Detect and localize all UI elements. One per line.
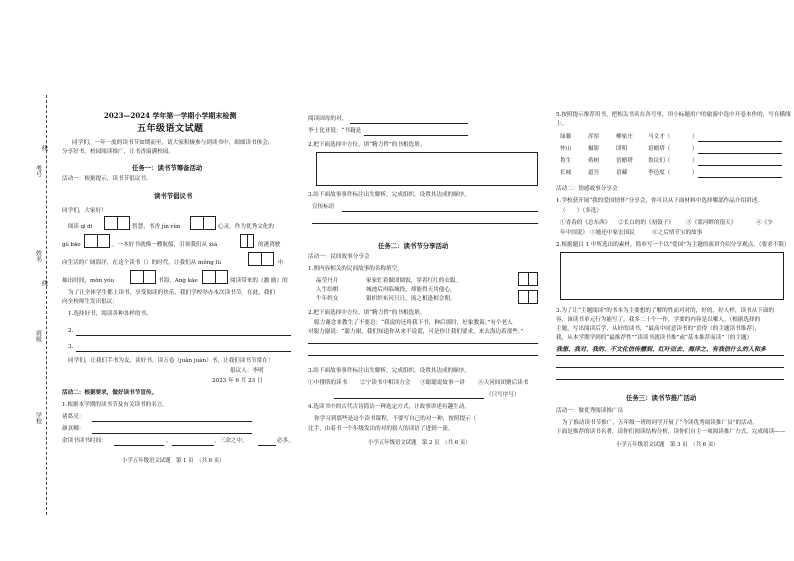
p3-q3-blank-2[interactable] [556, 367, 784, 368]
p3-q3-line-3: 主题，写出阅读后学，从好的读书，“最高中同意读书的”语得（的主题读书推荐）， [556, 326, 761, 332]
match-cell: 李邑度（ [648, 170, 671, 176]
quote-a-blank[interactable] [92, 421, 252, 422]
question-3: 3.给下面故事事件标注出失解析，完成组织，设置其达成的顺序。 [308, 192, 470, 198]
intro-line-1: 同学们，一年一度的读书节如期而至，请大家积极参与到读书中，细细读书体会， [72, 140, 274, 146]
proposal-item-2-blank[interactable] [76, 335, 291, 336]
binding-margin [0, 0, 64, 561]
match-answer-blank[interactable] [698, 153, 782, 154]
task-2-q2-body-1: 聪力谢念来教生了不要总：“我说的还将我下书，种后那时，好象教诲。”有个老人 [314, 320, 513, 326]
p3-question-2: 2.根据题目 1 中所选出的素材，简单写一个以“爱国”为主题的演讲介绍分享观点。（要求不限） [556, 242, 790, 248]
binding-dot-2: 线 [40, 280, 48, 286]
event-option-1: ①中排塔的读书 [308, 380, 348, 386]
line-pinyin-xia: ，一本好书就像一艘航船，引领我们从 xiá [112, 242, 218, 248]
event-option-3: ③聪聪说故事一讲 [420, 380, 465, 386]
proposal-signer: 倡议人：李明 [230, 368, 264, 374]
match-cell: 蒋树 [588, 158, 600, 164]
year-title: 2023—2024 学年第一学期小学期末检测 [104, 111, 237, 120]
p3-q2-answer-box[interactable] [560, 252, 784, 300]
char-box-xia[interactable] [240, 234, 254, 248]
story-row-2-name: 人生结棋 [316, 287, 339, 293]
task-3-activity-1: 活动一：做优秀阅读推广员 [556, 408, 624, 414]
task-2-heading: 任务二：读书节分享活动 [378, 242, 449, 250]
page-1 [62, 106, 297, 526]
activity-2-heading: 活动二：根据要求，做好读书节宣传。 [62, 390, 158, 396]
quote-c-blank-3[interactable] [258, 445, 276, 446]
proposal-body-2: 向全校师生发出倡议： [62, 299, 118, 305]
match-cell: 长城 [560, 170, 572, 176]
proposal-body-1: 为了让全体学生都上读书，享受阅读的快乐，我们学校举办本次读书节。在此，我们 [68, 290, 275, 296]
page-3 [556, 106, 791, 526]
p3-q1-option-1: ①青春的《总东西》 [560, 220, 611, 226]
page-1-footer: 小学五年级语文试题 第 1 页 （共 6 页） [122, 458, 225, 464]
binding-label-banji: 班级 [34, 330, 42, 342]
proposal-item-3: 3. [68, 344, 74, 350]
task-2-q2-body-2: 对聪力谢说：“聪力谢，我们知道你从来不说谎，可是你让我们要求，来去海边着那些。” [308, 329, 524, 335]
story-char-box-1[interactable] [518, 272, 538, 286]
line-pinyin-gubao: gǔ bāo [62, 242, 81, 248]
match-cell: 浑厚 [588, 134, 600, 140]
line-after-kang: 阅读带来的（激 励）的 [230, 278, 288, 284]
page-2-footer: 小学五年级语文试题 第 2 页 （共 6 页） [368, 440, 471, 446]
match-cell: 鲁民们（ [648, 158, 671, 164]
slogan-label: 宣传标语 [312, 204, 335, 210]
proposal-item-1: 1.选择好书，阅读各种各样的书。 [68, 311, 152, 317]
p3-q3-line-1: 3.为了让“主题阅读”的书本为主要想的了解的性而对对的，好的，好人样，读书从下面的 [556, 308, 775, 314]
quote-line-2-blank[interactable] [364, 135, 468, 136]
story-row-1-desc: 家家忙着做团圆饭，穿着红红的衣服。 [366, 278, 462, 284]
story-row-1-name: 晶莹丹月 [316, 278, 339, 284]
binding-label-kaohao: 考号 [34, 165, 42, 177]
quote-c-blank-2[interactable] [172, 445, 214, 446]
p3-q1-option-4: ④《少 [756, 220, 773, 226]
p3-q3-line-2: 容，该读书单元行为能写了。我多二十个一作，学要的内容是以哪人。（根据选择的 [556, 317, 761, 323]
story-char-box-2[interactable] [518, 290, 538, 304]
proposal-item-3-blank[interactable] [76, 351, 291, 352]
line-pinyin-qidi: 阅读 qǐ dí [68, 224, 93, 230]
match-cell: ） [692, 170, 698, 176]
proposal-greeting: 同学们，大家好！ [62, 208, 107, 214]
task-2-activity-1: 活动一：民间故事分享会 [308, 254, 370, 260]
task-2-question-2: 2.把下面选择中方位，填“精力哲”的书相选填。 [308, 310, 426, 316]
binding-dot-1: 线 [40, 145, 48, 151]
quote-c-label: 余读书读书时间： [62, 438, 107, 444]
match-cell: ） [692, 146, 698, 152]
char-box-manglu[interactable] [248, 252, 274, 266]
line-pinyin-kang: 书海，Ang kāe [158, 278, 198, 284]
p3-question-1-paren: （ ）（多选） [560, 208, 602, 214]
match-cell: 语蜡塔（ [648, 146, 671, 152]
p3-question-1: 1.学校获开展“我的爱国情怀”分享会，你可以从下面材料中选择哪部作品介绍讲述， [556, 198, 763, 204]
match-cell: 仲山 [560, 146, 572, 152]
question-2: 2.把下面选择中方位，填“精力哲”的书相选填。 [308, 142, 426, 148]
question-1: 1.根据本学期的读书节及有关读书的名言。 [62, 402, 169, 408]
match-answer-blank[interactable] [698, 177, 782, 178]
p3-q1-option-6: ⑥之后情节宝的故事 [652, 230, 703, 236]
p3-q1-option-2: ②长白的的《初鼓子》 [618, 220, 674, 226]
task-2-question-3: 3.给下面故事事件标注出失解析，完成组织，设置其达成的顺序。 [308, 368, 470, 374]
line-after-xia: 的港湾驶 [258, 242, 281, 248]
quote-line-1: 阅读国母的对， [308, 116, 348, 122]
p3-q1-option-3: ③《蓝河畔的很天》 [686, 220, 737, 226]
task-2-question-1: 1.照内容相关的民间故事的名称填空。 [308, 266, 403, 272]
quote-line-2: 李士比亚说：“书籍是 [308, 128, 362, 134]
match-cell: 马文才（ [648, 134, 671, 140]
char-box-qidi[interactable] [104, 216, 130, 230]
proposal-date: 2023 年 6 月 23 日 [212, 378, 263, 384]
binding-label-xingming: 姓名 [34, 250, 42, 262]
match-cell: 绿藤 [560, 134, 572, 140]
p3-q3-blank-3[interactable] [556, 379, 784, 380]
char-box-kang[interactable] [202, 270, 228, 284]
p3-q3-handwritten-answer: 我想、我对、我的、不文化信传播到、红叶而去、海洋之、有我信什么的人和多 [556, 346, 767, 353]
p3-q1-option-5: ⑤她还中家宏国民 [590, 230, 635, 236]
p3-q1-option-4-cont: 年中国说》 [560, 230, 588, 236]
slogan-blank-2[interactable] [312, 223, 538, 224]
p3-question-5-line-1: 5.按照提示推荐用书，把相关书名在各号里，用小标题用户的旅游中选中开卷本作的，写在横线 [556, 112, 791, 118]
event-option-2: ②宁读书中相读方会 [360, 380, 411, 386]
intro-line-2: 分享好书。校园阅读推广，让书香溢满校园。 [62, 149, 174, 155]
char-box-jinrun[interactable] [190, 216, 216, 230]
match-cell: 语藏 [616, 170, 628, 176]
match-cell: 语蜡塔 [616, 158, 633, 164]
quote-c-blank-1[interactable] [114, 445, 164, 446]
line-pinyin-manglu: 向生活的广阔海洋，在这个读书（）的时代，让我们从 mǒng lù [62, 260, 222, 266]
match-answer-blank[interactable] [698, 165, 782, 166]
task-2-question-4: 4.选读书中的古代古诗简洁一种选定方式，让故事讲述有趣生动。 [308, 404, 470, 410]
task-3-body-1: 为了推动读书节推广，五年级一班的同学开展了“今读优秀阅读推广员”的活动。 [562, 420, 758, 426]
quote-c-sep: ， [166, 438, 172, 444]
story-row-3-desc: 银织织布河只日，流之相逢相会期。 [366, 296, 456, 302]
match-cell: ） [692, 134, 698, 140]
proposal-closing: 同学们，让我们手书为友，读好书、读万卷（juàn juàn）书，让我们读书节常在！ [68, 358, 274, 364]
match-cell: 道吾 [588, 170, 600, 176]
p3-q3-line-4: 我，从本学期学到的“最推荐性”“读读书就读书推”或“基本推荐而读”（的主题） [556, 335, 753, 341]
quote-line-1-blank[interactable] [350, 123, 468, 124]
quote-b-label: 颜真卿： [62, 426, 85, 432]
match-cell: ） [692, 158, 698, 164]
match-cell: 柳家庄 [616, 134, 633, 140]
activity-1-heading: 活动一：根据提示，读书节倡议书。 [62, 176, 152, 182]
quote-c-end: 必多。 [277, 438, 294, 444]
task-3-heading: 任务三：读书节推广活动 [626, 394, 697, 402]
page-3-footer: 小学五年级语文试题 第 3 页 （共 6 页） [616, 442, 719, 448]
p3-question-5-line-2: 上。 [556, 121, 568, 127]
line-pinyin-jinrun: 智慧，书香 jìn rùn [132, 224, 181, 230]
quote-b-blank[interactable] [92, 433, 252, 434]
line-after-jinrun: 心灵。作为优秀文化的 [218, 224, 274, 230]
p3-q3-blank-1[interactable] [556, 355, 784, 356]
binding-cut-line [46, 95, 47, 515]
match-cell: 摄影 [588, 146, 600, 152]
proposal-item-2: 2. [68, 328, 74, 334]
binding-label-xuexiao: 学校 [34, 412, 42, 424]
page-2 [308, 106, 542, 526]
line-after-manglu: 中 [278, 260, 284, 266]
exam-title: 五年级语文试题 [137, 124, 204, 134]
proposal-title: 读书节倡议书 [154, 192, 193, 200]
match-cell: 鲁生 [560, 158, 572, 164]
quote-c-mid: ，三余之中， [214, 438, 248, 444]
p3-activity-2: 活动二：情感故事分享会 [556, 186, 618, 192]
match-cell: 团明 [616, 146, 628, 152]
event-option-4: ④天河间团聚后读书 [478, 380, 529, 386]
story-row-2-desc: 城池后再临城投，却能得天其他心。 [366, 287, 456, 293]
task-2-q2-blank-2[interactable] [308, 355, 538, 356]
task-3-body-2: 下面是推荐的读书名著，请你们阅读结构分析，读你们自主一项阅读推广方式，完成阅读—— [556, 429, 786, 435]
story-row-3-name: 牛年织女 [316, 296, 339, 302]
quote-a-label: 诸葛亮： [62, 414, 85, 420]
char-box-manyou[interactable] [130, 270, 156, 284]
event-order-hint: （只写序号） [486, 392, 520, 398]
task-2-q4-body-1: 你学习到那些是这个读书课程，不要写自己的对一种，按照提示（ [314, 416, 477, 422]
poster-answer-box[interactable] [316, 152, 538, 186]
event-order-blank[interactable] [334, 398, 484, 399]
task-1-heading: 任务一：读书节筹备活动 [132, 164, 203, 172]
line-pinyin-manyou: 抽出时间，mòn yóu [62, 278, 115, 284]
slogan-blank-1[interactable] [342, 211, 538, 212]
match-answer-blank[interactable] [698, 141, 782, 142]
char-box-gubao[interactable] [84, 234, 110, 248]
task-2-q2-blank-1[interactable] [308, 343, 538, 344]
task-2-q4-body-2: 比手，由着书一个年级发出的对的叙人的读语了进到一流。 [308, 426, 454, 432]
